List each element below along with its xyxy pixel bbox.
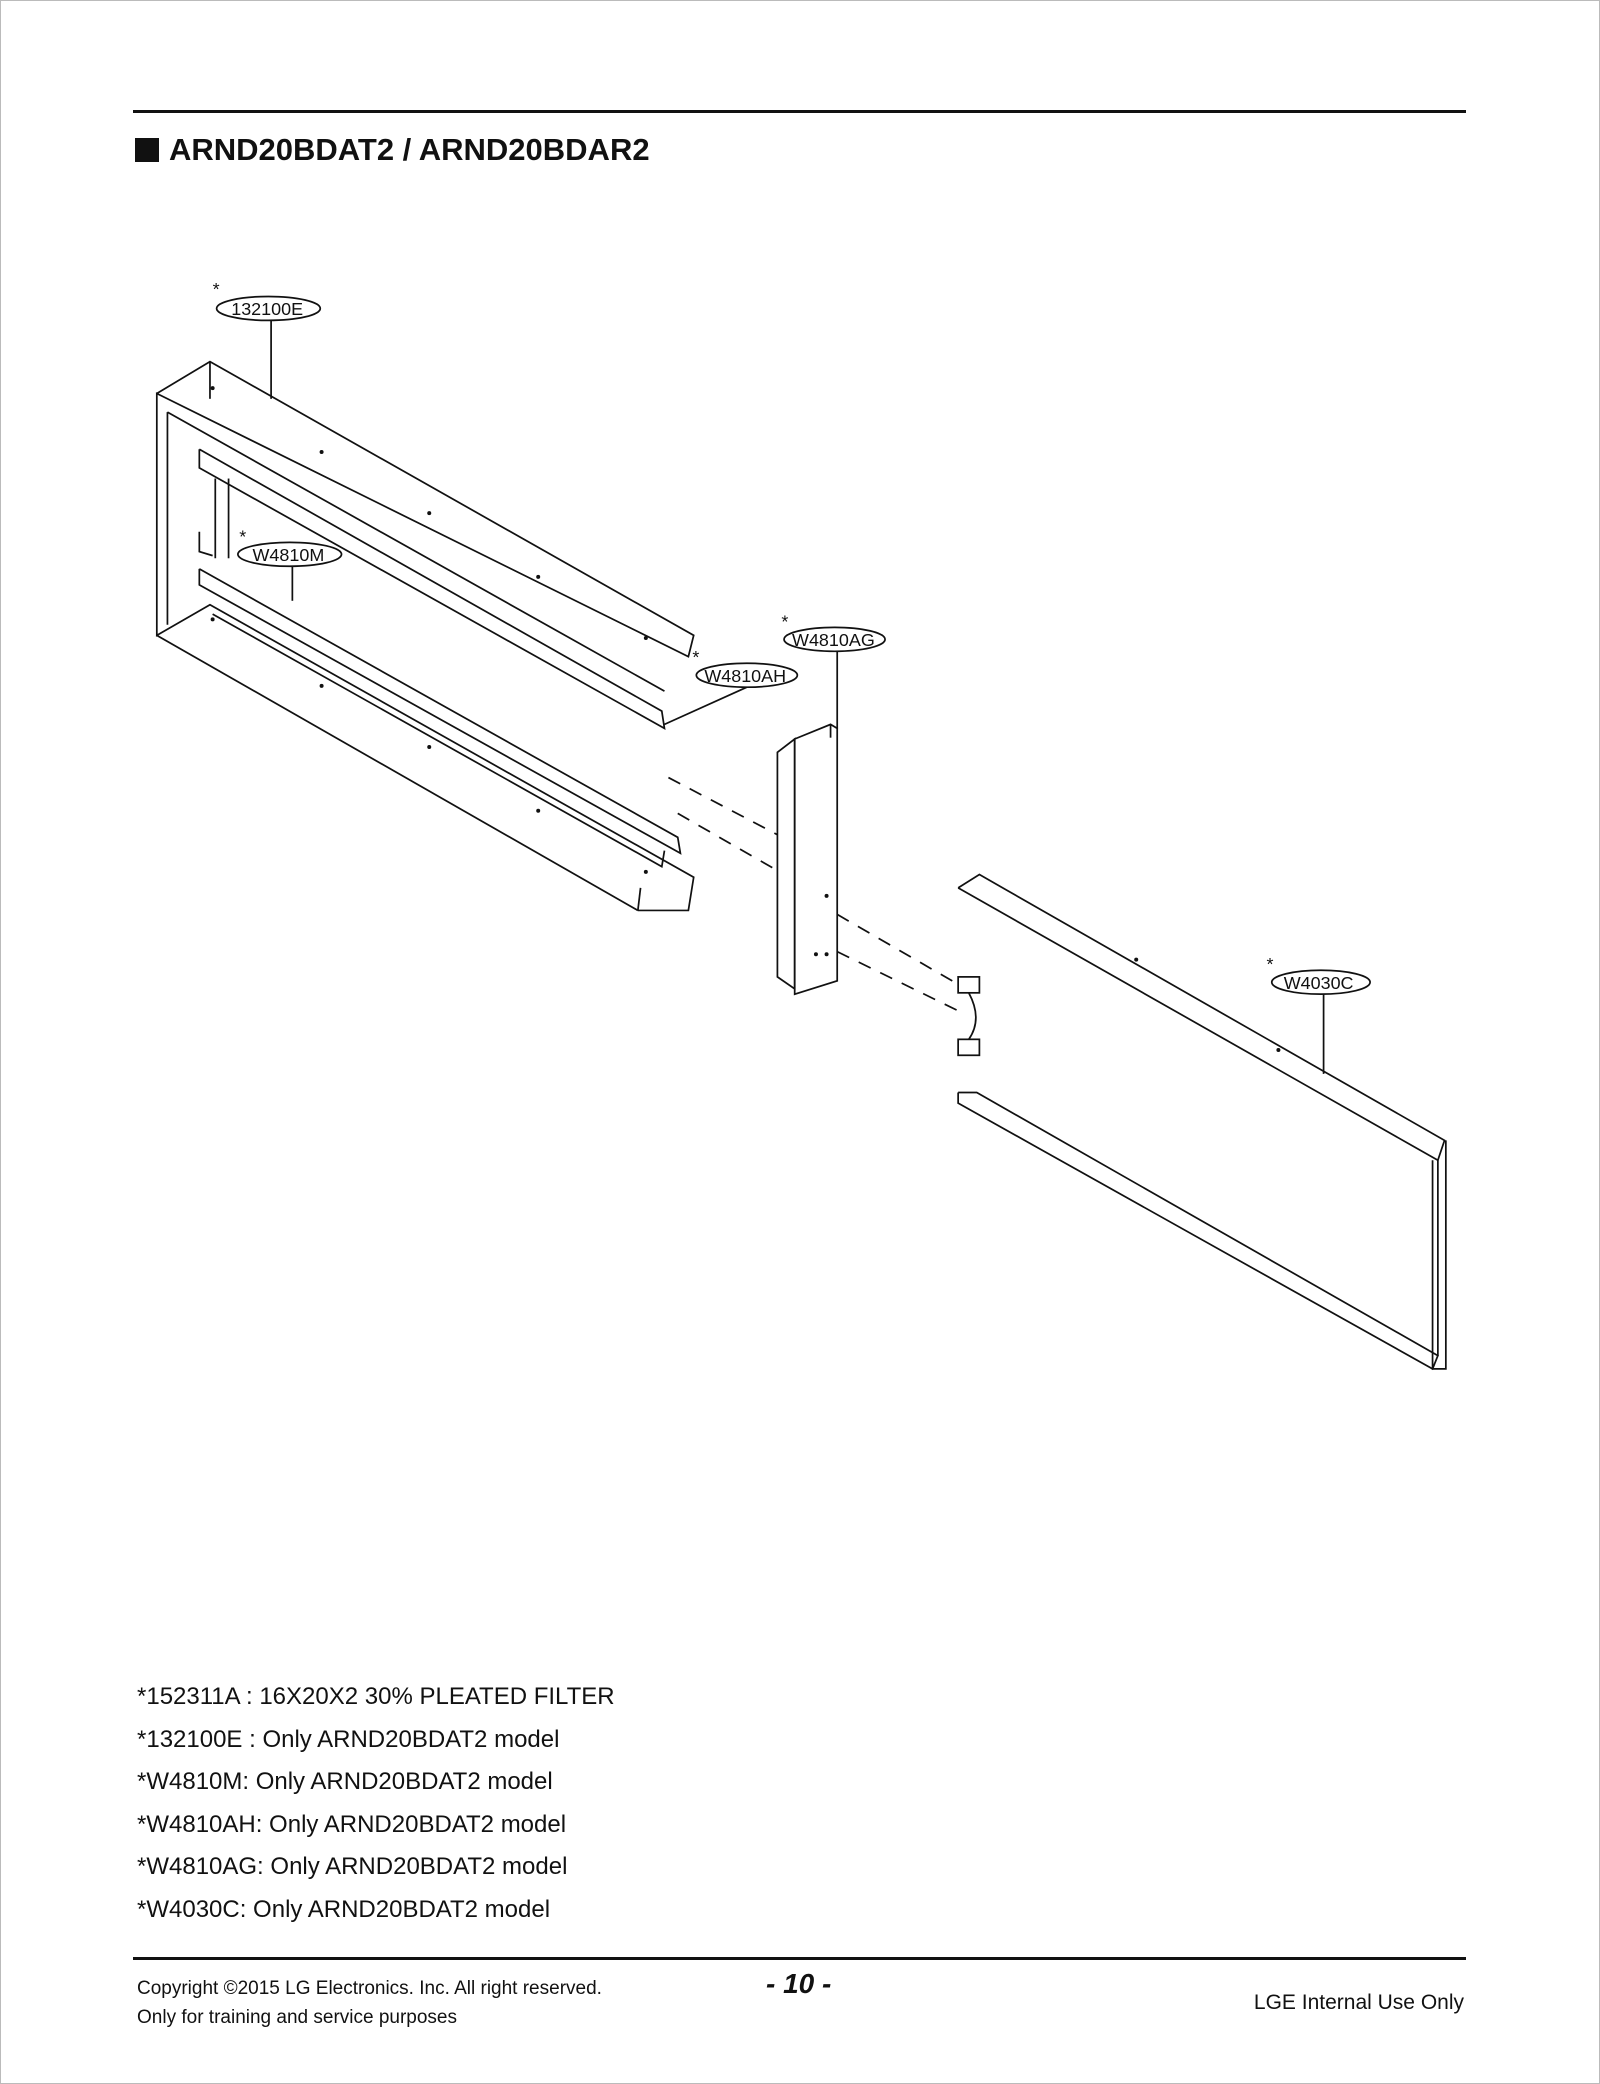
purpose-text: Only for training and service purposes <box>137 2007 457 2028</box>
callout-W4030C <box>1266 954 1370 994</box>
svg-text:W4810M: W4810M <box>252 544 325 565</box>
svg-text:*: * <box>212 279 220 300</box>
assembly-guide-lines <box>668 778 956 1011</box>
page-number: - 10 - <box>766 1968 832 1999</box>
svg-text:132100E: 132100E <box>231 299 304 320</box>
internal-use-text: LGE Internal Use Only <box>1253 1991 1464 2014</box>
svg-text:*: * <box>1266 954 1274 975</box>
note-line: *W4810AG: Only ARND20BDAT2 model <box>137 1853 568 1881</box>
note-line: *W4030C: Only ARND20BDAT2 model <box>137 1895 551 1923</box>
svg-text:W4810AH: W4810AH <box>704 665 787 686</box>
svg-text:W4030C: W4030C <box>1283 972 1354 993</box>
callout-W4810M <box>238 526 342 566</box>
footer-rule <box>133 1957 1466 1960</box>
note-line: *132100E : Only ARND20BDAT2 model <box>137 1725 560 1753</box>
parts-notes <box>137 1676 615 1932</box>
callout-W4810AG <box>781 611 885 651</box>
callout-W4810AH <box>692 647 797 687</box>
svg-text:*: * <box>239 526 247 547</box>
note-line: *152311A : 16X20X2 30% PLEATED FILTER <box>137 1683 615 1710</box>
frame-132100E <box>157 362 694 911</box>
rail-W4810AH <box>199 449 664 728</box>
note-line: *W4810M: Only ARND20BDAT2 model <box>137 1768 553 1796</box>
rail-W4810M <box>199 479 680 867</box>
svg-text:W4810AG: W4810AG <box>792 629 875 650</box>
svg-text:*: * <box>781 611 789 632</box>
note-line: *W4810AH: Only ARND20BDAT2 model <box>137 1810 567 1838</box>
panel-W4030C <box>958 875 1446 1369</box>
copyright-text: Copyright ©2015 LG Electronics. Inc. All right reserved. <box>137 1978 602 1999</box>
screw-hole-marks <box>211 386 1281 1052</box>
page-title-text: ARND20BDAT2 / ARND20BDAR2 <box>169 132 650 167</box>
callout-132100E <box>213 279 321 320</box>
svg-text:*: * <box>692 647 700 668</box>
handle-part <box>958 977 979 1055</box>
